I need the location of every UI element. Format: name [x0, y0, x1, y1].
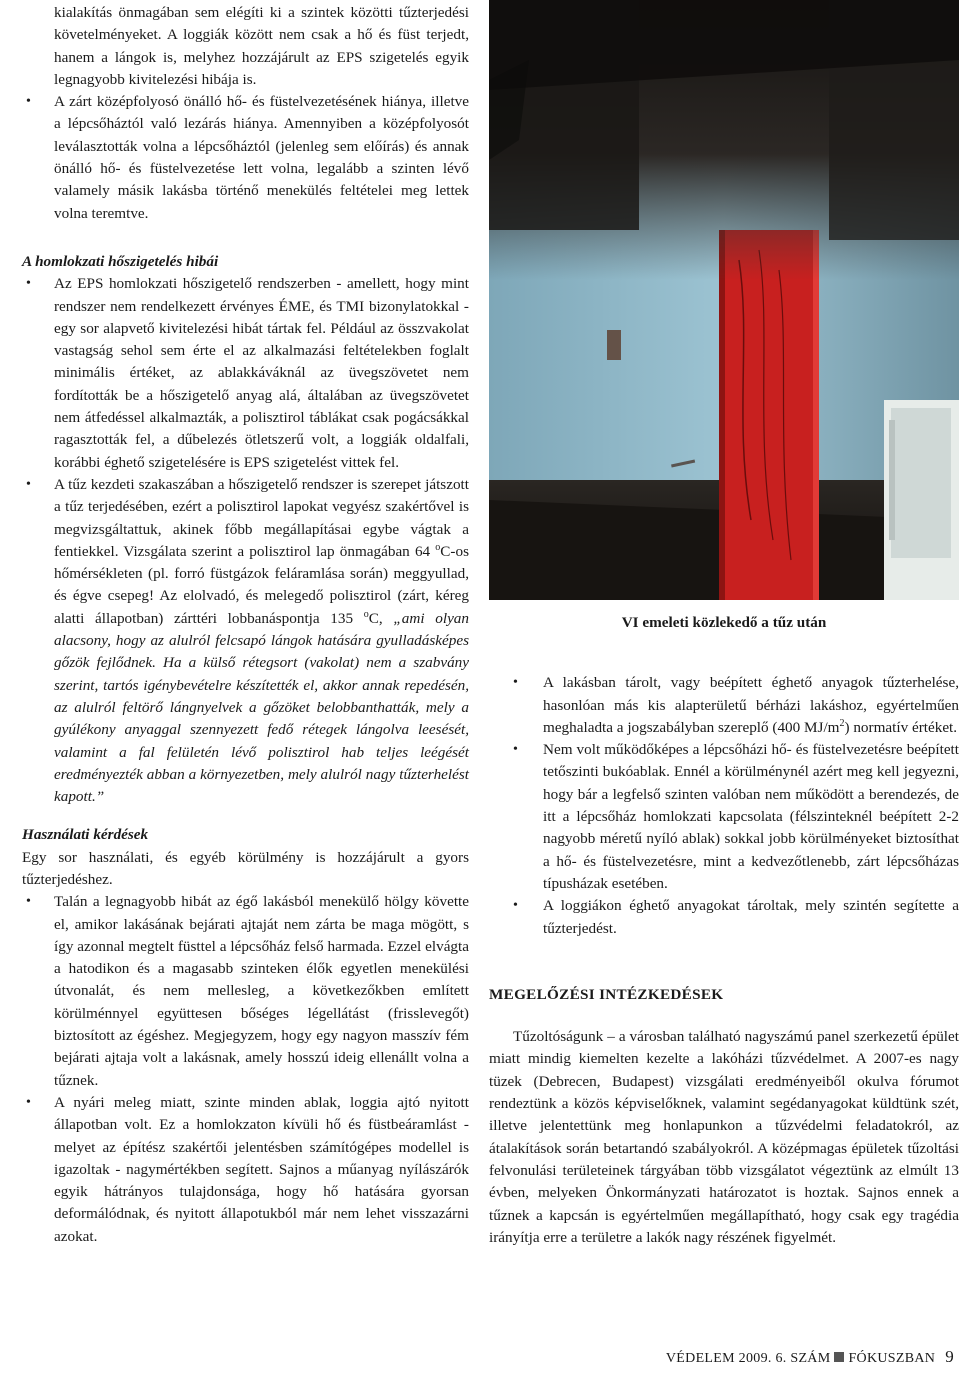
right-column	[489, 0, 959, 1249]
section-heading: MEGELŐZÉSI INTÉZKEDÉSEK	[489, 985, 724, 1003]
list-item	[22, 273, 469, 474]
bullet-text: A loggiákon éghető anyagokat tároltak, mely szintén segítette a tűzterjedést.	[543, 897, 959, 937]
page-number: 9	[945, 1346, 954, 1366]
list-item	[22, 474, 469, 808]
bullet-icon: •	[513, 675, 518, 691]
intro-paragraph: kialakítás önmagában sem elégíti ki a szintek közötti tűzterjedési követelményeket. A loggiák között nem csak a hő és füst terjedt, hanem a lángok is, melyhez hozzájárult az EPS szigetelés egyik legnagyobb kivitelezési hibája is.	[54, 4, 469, 88]
bullet-icon: •	[26, 894, 31, 910]
left-column	[22, 2, 469, 1248]
list-item	[489, 739, 959, 895]
list-item	[22, 891, 469, 1092]
list-item	[22, 91, 469, 225]
bullet-icon: •	[513, 742, 518, 758]
fire-corridor-photo	[489, 0, 959, 600]
bullet-text: Nem volt működőképes a lépcsőházi hő- és füstelvezetésre beépített tetőszinti bukóablak. Ennél a körülménynél azért meg kell jegyezni, hogy bár a legfelső szinten valóban nem működött a berendezés, de itt a lépcsőház homlokzati kapcsolata (félszinteknél beépített 2-2 nagyobb méretű nyíló ablak) sokkal jobb körülményeket biztosíthat a hő- és füstelvezetésre, mint a kedvezőtlenebb, zárt lépcsőházas típusházak esetében.	[543, 741, 959, 892]
bullet-text: A lakásban tárolt, vagy beépített éghető anyagok tűzterhelése, hasonlóan más kis alapterületű bérházi lakáshoz, egyértelműen meghaladta a jogszabályban szereplő (400 $MJ/m^2$) normatív értéket.	[543, 674, 959, 736]
bullet-icon: •	[513, 898, 518, 914]
section-label: FÓKUSZBAN	[848, 1350, 936, 1366]
list-item	[489, 672, 959, 739]
section-body: Tűzoltóságunk – a városban található nagyszámú panel szerkezetű épület miatt mindig kiemelten kezelte a lakóházi tűzvédelmet. A 2007-es nagy tüzek (Debrecen, Budapest) vizsgálati eredményeiből okulva fórumot rendeztünk a közös képviselőknek, valamint segédanyagokat küldtünk szét, illetve jelentettünk meg honlapunkon a tűzvédelmi feladatokról, az átalakítások során betartandó szabályokról. A középmagas épületek tűzoltási felvonulási területeinek tárgyában több vizsgálatot végeztünk az elmúlt 13 évben, melyeken Önkormányzati határozatot is hoztak. Sajnos ennek a tűznek a kapcsán is egyértelműen megállapítható, hogy csak egy tragédia irányítja erre a területre a lakók nagy részének figyelmét.	[489, 1028, 959, 1246]
separator-square-icon	[834, 1352, 844, 1362]
bullet-text: Az EPS homlokzati hőszigetelő rendszerben - amellett, hogy mint rendszer nem rendelkezett érvényes ÉME, és TMI bizonylatokkal - egy sor alapvető kivitelezési hibát tártak fel. Például az összvakolat vastagság sehol sem érte el az alkalmazási feltételekben foglalt minimális értéket, az ablakkáváknál az üvegszövetet nem fordították be a hőszigetelő anyag alá, általában az üvegszövetet nem átfedéssel alkalmazták, a polisztirol táblákat csak pogácsákkal ragasztották fel, a dűbelezés ötletszerű volt, a loggiák oldalfali, korábbi éghető szigetelésére is EPS szigetelést vittek fel.	[54, 275, 469, 471]
bullet-icon: •	[26, 276, 31, 292]
list-item	[489, 895, 959, 940]
burned-corridor-image	[489, 0, 959, 600]
subheading-usage: Használati kérdések	[22, 826, 149, 844]
bullet-icon: •	[26, 476, 31, 492]
usage-intro: Egy sor használati, és egyéb körülmény is hozzájárult a gyors tűzterjedéshez.	[22, 848, 469, 888]
bullet-icon: •	[26, 1094, 31, 1110]
bullet-text: A zárt középfolyosó önálló hő- és füstelvezetésének hiánya, illetve a lépcsőháztól való lezárás hiánya. Amennyiben a középfolyosót leválasztották volna a lépcsőháztól (jelenleg sem előírás) és annak önálló hő- és füstelvezetése lett volna, legalább a szinten lévő valamely másik lakásba történő menekülés feltételei meg lettek volna teremtve.	[54, 93, 469, 222]
bullet-text: A tűz kezdeti szakaszában a hőszigetelő rendszer is szerepet játszott a tűz terjedésében, ezért a polisztirol lapokat vegyész szakértővel is megvizsgáltattuk, akinek főbb megállapításai egybe vágtak a fentiekkel. Vizsgálata szerint a polisztirol lap önmagában 64 $^o$C-os hőmérsékleten (pl. forró füstgázok feláramlása során) meggyullad, és égve csepeg! Az elolvadó, és melegedő polisztirol (zárt, kéreg alatti állapotban) zárttéri lobbanáspontja 135 $^o$C, „ami olyan alacsony, hogy az alulról felcsapó lángok hatására gyulladásképes gőzök fejlődnek. Ha a külső rétegsort (vakolat) nem a szabvány szerint, tartós igénybevételre készítették el, akkor annak repedésén, az alulról feltörő lángnyelvek a gőzöket belobbanthatták, mely a gyúlékony anyaggal szennyezett fedő rétegek lángolva leesését, valamint a fal felületén lévő polisztirol hab teljes leégését eredményezték abban a környezetben, mely alulról nagy tűzterhelést kapott.”	[54, 475, 469, 806]
magazine-issue: VÉDELEM 2009. 6. SZÁM	[665, 1350, 831, 1366]
list-item	[22, 1092, 469, 1248]
subheading-facade: A homlokzati hőszigetelés hibái	[22, 252, 219, 270]
page-footer	[666, 1346, 954, 1370]
bullet-icon: •	[26, 94, 31, 110]
photo-caption: VI emeleti közlekedő a tűz után	[621, 614, 827, 631]
bullet-text: Talán a legnagyobb hibát az égő lakásból menekülő hölgy követte el, amikor lakásának bejárati ajtaját nem zárta be maga mögött, s így azonnal megtelt füsttel a lépcsőház felső harmada. Ezzel elvágta a hatodikon és a magasabb szinteken élők egyetlen menekülési útvonalát, és nem mellesleg, a következőkben említett körülménnyel együttesen bőséges légellátást (frisslevegőt) biztosított az égéshez. Megjegyzem, hogy egy nagyon masszív fém bejárati ajtaja volt a lakásnak, amely hosszú ideig ellenállt volna a tűznek.	[54, 893, 469, 1089]
bullet-text: A nyári meleg miatt, szinte minden ablak, loggia ajtó nyitott állapotban volt. Ez a homlokzaton kívüli hő és füstbeáramlást - melyet az építész szakértői jelentésben számítógépes modellel is igazoltak - nagymértékben segített. Sajnos a műanyag nyílászárók egyik hátrányos tulajdonsága, hogy hő hatására gyorsan deformálódnak, és nyitott állapotukból már nem lehet visszazárni azokat.	[54, 1093, 469, 1245]
